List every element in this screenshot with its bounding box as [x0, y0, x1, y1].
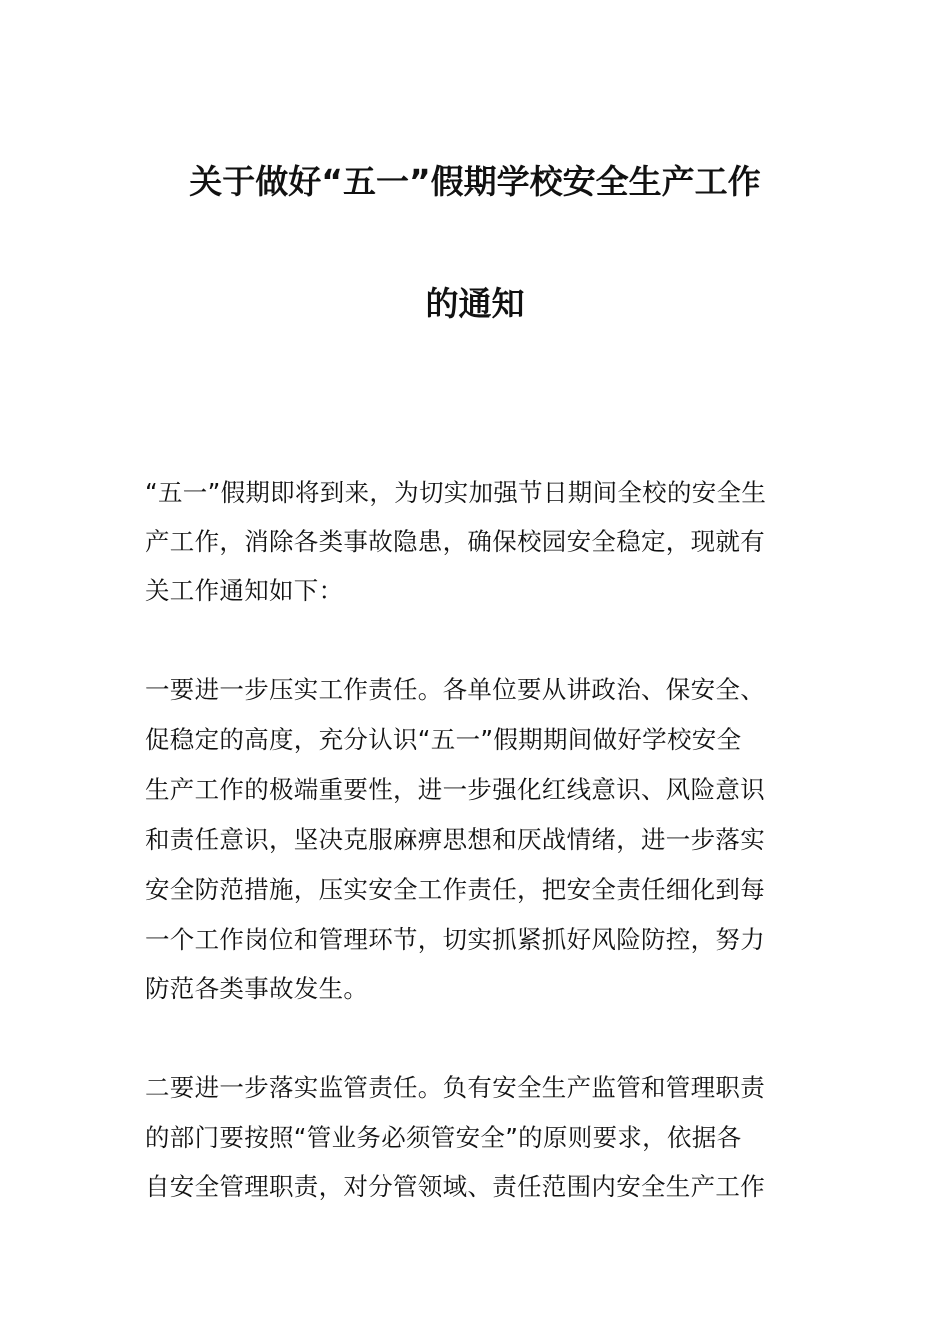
paragraph-2-line-7: 防范各类事故发生。	[145, 974, 369, 1003]
paragraph-2-line-3: 生产工作的极端重要性，进一步强化红线意识、风险意识	[145, 775, 765, 804]
paragraph-3-line-2: 的部门要按照“管业务必须管安全”的原则要求，依据各	[145, 1123, 742, 1152]
paragraph-1-line-1: “五一”假期即将到来，为切实加强节日期间全校的安全生	[145, 478, 767, 507]
paragraph-2-line-4: 和责任意识，坚决克服麻痹思想和厌战情绪，进一步落实	[145, 825, 765, 854]
paragraph-1-line-2: 产工作，消除各类事故隐患，确保校园安全稳定，现就有	[145, 527, 765, 556]
document-title-line-2: 的通知	[425, 284, 525, 323]
paragraph-2-line-6: 一个工作岗位和管理环节，切实抓紧抓好风险防控，努力	[145, 925, 765, 954]
document-title-line-1: 关于做好“五一”假期学校安全生产工作	[189, 162, 761, 201]
paragraph-3-line-3: 自安全管理职责，对分管领域、责任范围内安全生产工作	[145, 1172, 765, 1201]
paragraph-1-line-3: 关工作通知如下：	[145, 576, 344, 605]
paragraph-2-line-2: 促稳定的高度，充分认识“五一”假期期间做好学校安全	[145, 725, 742, 754]
paragraph-2-line-5: 安全防范措施，压实安全工作责任，把安全责任细化到每	[145, 875, 765, 904]
paragraph-2-line-1: 一要进一步压实工作责任。各单位要从讲政治、保安全、	[145, 675, 765, 704]
paragraph-3-line-1: 二要进一步落实监管责任。负有安全生产监管和管理职责	[145, 1073, 765, 1102]
